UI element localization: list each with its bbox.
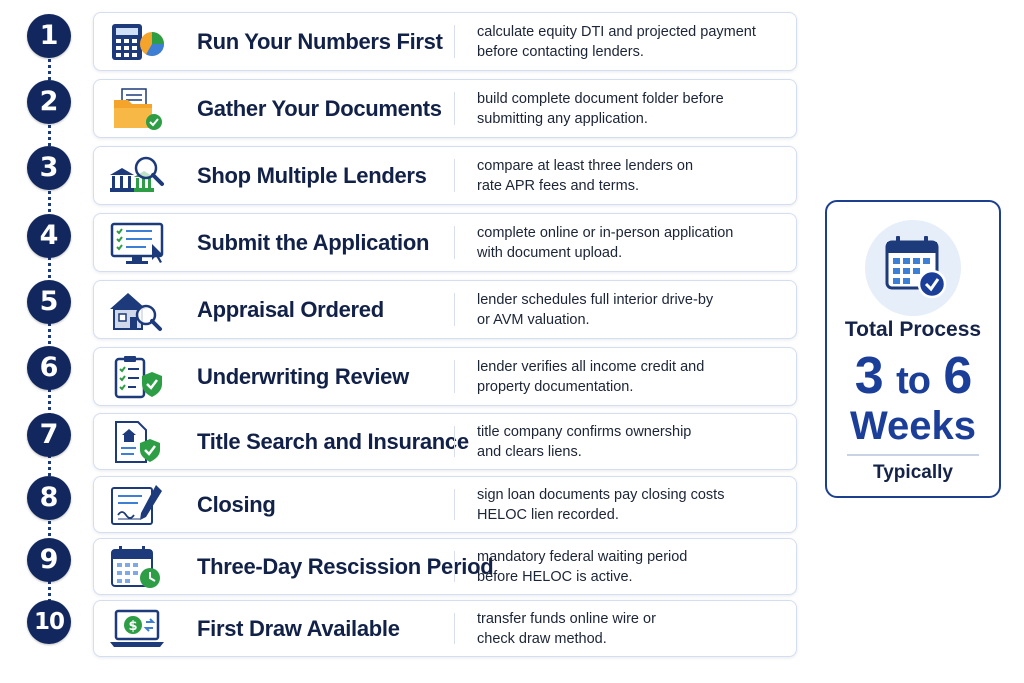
step-description xyxy=(477,22,787,62)
divider xyxy=(454,489,455,520)
duration-range xyxy=(827,348,999,409)
divider xyxy=(454,551,455,582)
description-line: property documentation. xyxy=(477,378,634,395)
step-card-7 xyxy=(93,413,797,470)
title-document-shield-icon xyxy=(106,419,168,465)
description-line: title company confirms ownership xyxy=(477,423,692,440)
description-line: or AVM valuation. xyxy=(477,311,590,328)
document-folder-icon xyxy=(106,86,168,132)
step-title: Title Search and Insurance xyxy=(197,428,469,454)
step-title: Closing xyxy=(197,491,276,517)
step-card-4 xyxy=(93,213,797,272)
step-description xyxy=(477,485,787,525)
step-number-6: 6 xyxy=(27,346,71,390)
step-card-5 xyxy=(93,280,797,339)
duration-unit: Weeks xyxy=(849,404,976,448)
document-pen-icon xyxy=(106,482,168,528)
range-to: 6 xyxy=(943,347,972,405)
step-number-2: 2 xyxy=(27,80,71,124)
divider xyxy=(454,613,455,644)
svg-text:$: $ xyxy=(128,618,138,634)
clipboard-shield-icon xyxy=(106,354,168,400)
step-number-9: 9 xyxy=(27,538,71,582)
step-title: Appraisal Ordered xyxy=(197,296,384,322)
step-number-7: 7 xyxy=(27,413,71,457)
computer-checklist-icon xyxy=(106,220,168,266)
divider xyxy=(454,426,455,457)
step-card-3 xyxy=(93,146,797,205)
calculator-chart-icon xyxy=(106,19,168,65)
description-line: calculate equity DTI and projected payment xyxy=(477,23,756,40)
description-line: HELOC lien recorded. xyxy=(477,506,619,523)
step-number-3: 3 xyxy=(27,146,71,190)
description-line: before HELOC is active. xyxy=(477,568,633,585)
step-description xyxy=(477,547,787,587)
step-description xyxy=(477,290,787,330)
divider xyxy=(454,159,455,192)
description-line: sign loan documents pay closing costs xyxy=(477,486,725,503)
step-card-10 xyxy=(93,600,797,657)
step-description xyxy=(477,156,787,196)
description-line: transfer funds online wire or xyxy=(477,610,656,627)
step-number-8: 8 xyxy=(27,476,71,520)
step-description xyxy=(477,89,787,129)
step-card-8 xyxy=(93,476,797,533)
description-line: submitting any application. xyxy=(477,110,648,127)
divider xyxy=(454,360,455,393)
step-title: Gather Your Documents xyxy=(197,95,442,121)
step-description xyxy=(477,609,787,649)
description-line: mandatory federal waiting period xyxy=(477,548,688,565)
summary-title: Total Process xyxy=(844,318,982,341)
step-title: Run Your Numbers First xyxy=(197,28,443,54)
description-line: complete online or in-person application xyxy=(477,224,734,241)
summary-divider xyxy=(847,454,979,456)
step-title: First Draw Available xyxy=(197,615,400,641)
description-line: lender schedules full interior drive-by xyxy=(477,291,714,308)
summary-note: Typically xyxy=(873,462,953,483)
description-line: check draw method. xyxy=(477,630,607,647)
calendar-check-icon xyxy=(865,220,961,316)
step-title: Shop Multiple Lenders xyxy=(197,162,427,188)
step-number-1: 1 xyxy=(27,14,71,58)
description-line: build complete document folder before xyxy=(477,90,724,107)
divider xyxy=(454,293,455,326)
description-line: lender verifies all income credit and xyxy=(477,358,705,375)
divider xyxy=(454,25,455,58)
step-card-6 xyxy=(93,347,797,406)
divider xyxy=(454,226,455,259)
step-number-5: 5 xyxy=(27,280,71,324)
step-description xyxy=(477,357,787,397)
calendar-clock-icon xyxy=(106,544,168,590)
step-title: Submit the Application xyxy=(197,229,430,255)
description-line: and clears liens. xyxy=(477,443,582,460)
step-card-9 xyxy=(93,538,797,595)
description-line: rate APR fees and terms. xyxy=(477,177,639,194)
range-separator: to xyxy=(896,360,930,402)
step-card-1 xyxy=(93,12,797,71)
description-line: before contacting lenders. xyxy=(477,43,644,60)
timeline-connector xyxy=(48,40,51,620)
house-magnifier-icon xyxy=(106,287,168,333)
range-from: 3 xyxy=(854,347,883,405)
total-process-box xyxy=(825,200,1001,498)
step-card-2 xyxy=(93,79,797,138)
description-line: compare at least three lenders on xyxy=(477,157,694,174)
step-number-4: 4 xyxy=(27,214,71,258)
step-number-10: 10 xyxy=(27,600,71,644)
bank-search-icon xyxy=(106,153,168,199)
summary-icon-background xyxy=(865,220,961,316)
step-description xyxy=(477,422,787,462)
step-description xyxy=(477,223,787,263)
step-title: Underwriting Review xyxy=(197,363,409,389)
divider xyxy=(454,92,455,125)
laptop-dollar-icon xyxy=(106,606,168,652)
step-title: Three-Day Rescission Period xyxy=(197,553,494,579)
description-line: with document upload. xyxy=(477,244,623,261)
